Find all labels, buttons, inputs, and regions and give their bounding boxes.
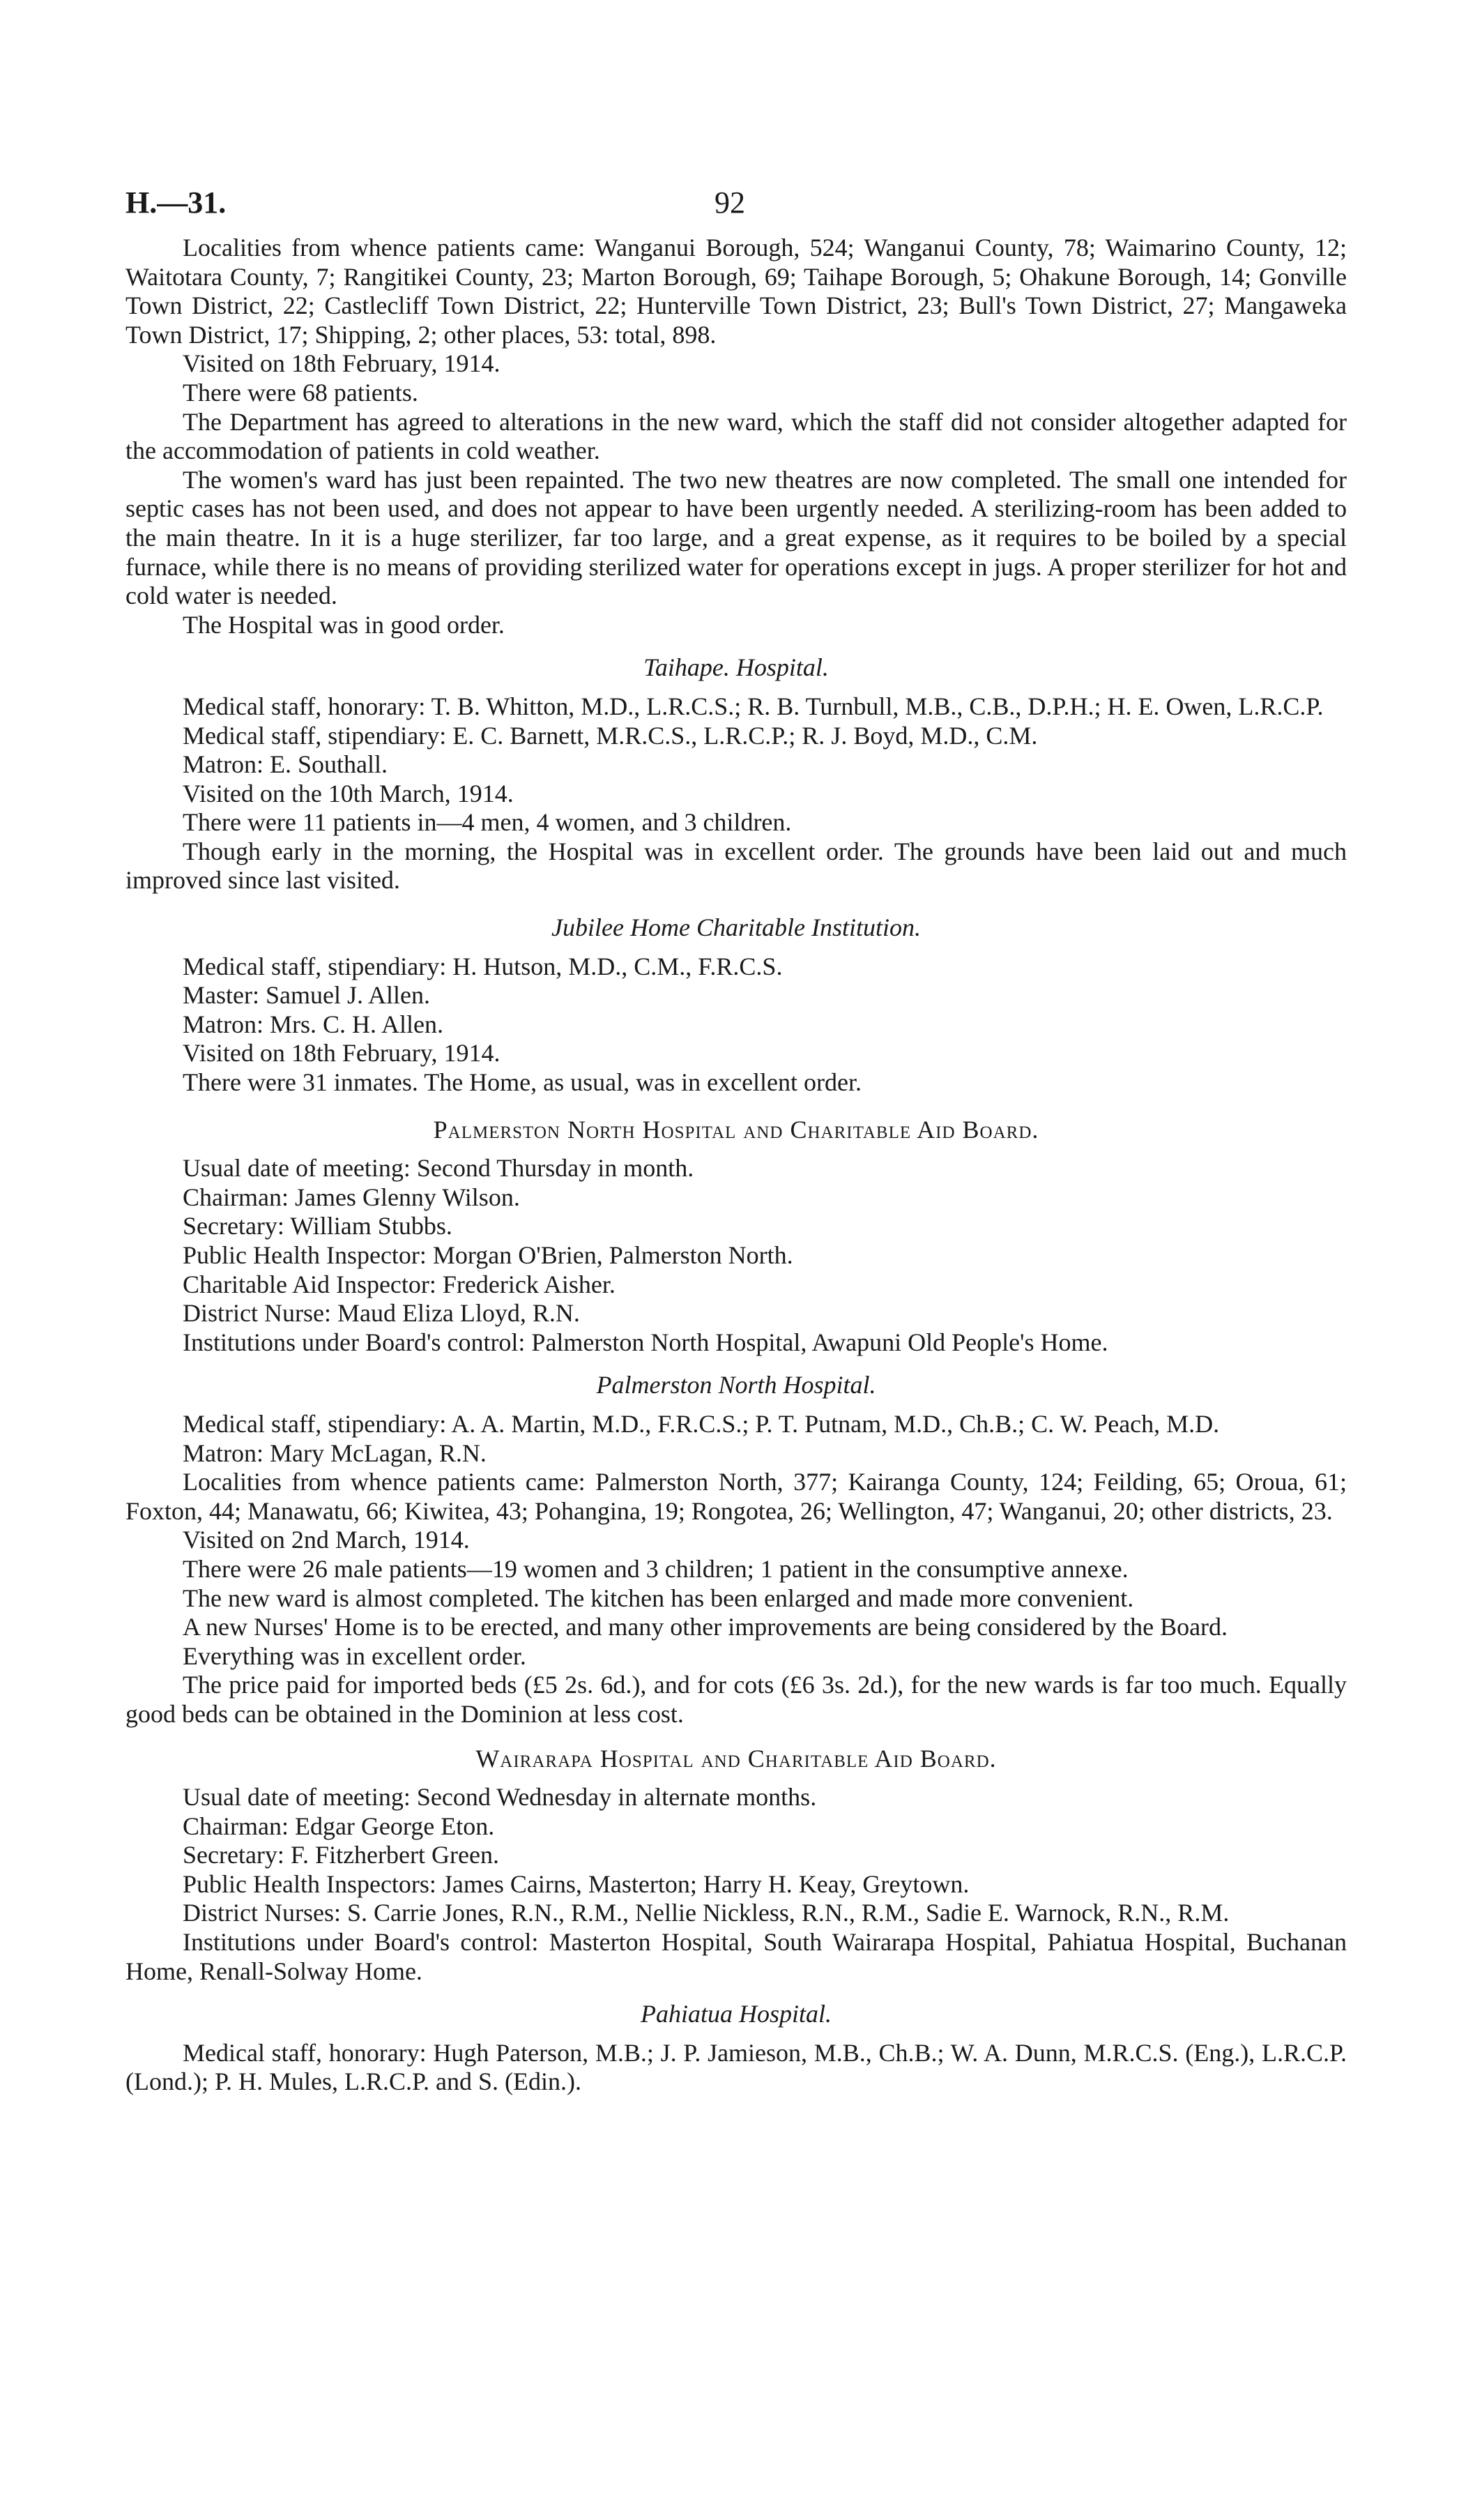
document-reference: H.—31.	[125, 185, 227, 220]
paragraph: Medical staff, stipendiary: E. C. Barnett, M.R.C.S., L.R.C.P.; R. J. Boyd, M.D., C.M.	[183, 721, 1038, 750]
paragraph: Everything was in excellent order.	[183, 1641, 526, 1670]
page-number: 92	[715, 185, 745, 220]
paragraph: Charitable Aid Inspector: Frederick Aisher.	[183, 1270, 616, 1298]
paragraph: The women's ward has just been repainted. The two new theatres are now completed. The small one intended for septic cases has not been used, and does not appear to have been urgently needed. A sterilizing-room has been added to the main theatre. In it is a huge sterilizer, far too large, and a great expense, as it requires to be boiled by a special furnace, while there is no means of providing sterilized water for operations except in jugs. A proper sterilizer for hot and cold water is needed.	[125, 465, 1347, 610]
paragraph: Visited on the 10th March, 1914.	[183, 779, 514, 807]
paragraph: Institutions under Board's control: Masterton Hospital, South Wairarapa Hospital, Pahiatua Hospital, Buchanan Home, Renall-Solway Home.	[125, 1928, 1347, 1985]
paragraph: The Department has agreed to alterations in the new ward, which the staff did not consider altogether adapted for the accommodation of patients in cold weather.	[125, 407, 1347, 465]
paragraph: District Nurse: Maud Eliza Lloyd, R.N.	[183, 1299, 580, 1328]
paragraph: Master: Samuel J. Allen.	[183, 981, 430, 1010]
document-page	[125, 185, 1347, 2097]
paragraph: Chairman: James Glenny Wilson.	[183, 1183, 520, 1211]
board-heading: Wairarapa Hospital and Charitable Aid Board.	[475, 1744, 997, 1773]
paragraph: Localities from whence patients came: Palmerston North, 377; Kairanga County, 124; Feilding, 65; Oroua, 61; Foxton, 44; Manawatu, 66; Kiwitea, 43; Pohangina, 19; Rongotea, 26; Wellington, 47; Wanganui, 20; other districts, 23.	[125, 1468, 1347, 1525]
paragraph: There were 11 patients in—4 men, 4 women, and 3 children.	[183, 808, 792, 837]
paragraph: Medical staff, stipendiary: H. Hutson, M.D., C.M., F.R.C.S.	[183, 952, 783, 980]
paragraph: A new Nurses' Home is to be erected, and many other improvements are being considered by the Board.	[183, 1613, 1228, 1641]
paragraph: There were 26 male patients—19 women and 3 children; 1 patient in the consumptive annexe.	[183, 1554, 1129, 1583]
paragraph: Matron: E. Southall.	[183, 750, 388, 779]
paragraph: Institutions under Board's control: Palmerston North Hospital, Awapuni Old People's Home.	[183, 1328, 1108, 1356]
paragraph: Medical staff, honorary: Hugh Paterson, M.B.; J. P. Jamieson, M.B., Ch.B.; W. A. Dunn, M.R.C.S. (Eng.), L.R.C.P. (Lond.); P. H. Mules, L.R.C.P. and S. (Edin.).	[125, 2038, 1347, 2096]
paragraph: The new ward is almost completed. The kitchen has been enlarged and made more convenient.	[183, 1584, 1134, 1612]
paragraph: Medical staff, honorary: T. B. Whitton, M.D., L.R.C.S.; R. B. Turnbull, M.B., C.B., D.P.H.; H. E. Owen, L.R.C.P.	[183, 692, 1324, 720]
paragraph: The Hospital was in good order.	[183, 610, 505, 639]
paragraph: Matron: Mrs. C. H. Allen.	[183, 1010, 443, 1038]
board-heading: Palmerston North Hospital and Charitable Aid Board.	[433, 1115, 1039, 1144]
section-heading: Jubilee Home Charitable Institution.	[551, 913, 921, 942]
paragraph: Chairman: Edgar George Eton.	[183, 1812, 495, 1840]
paragraph: District Nurses: S. Carrie Jones, R.N., R.M., Nellie Nickless, R.N., R.M., Sadie E. Warnock, R.N., R.M.	[183, 1899, 1230, 1927]
paragraph: Public Health Inspectors: James Cairns, Masterton; Harry H. Keay, Greytown.	[183, 1869, 970, 1898]
paragraph: Public Health Inspector: Morgan O'Brien, Palmerston North.	[183, 1241, 793, 1269]
paragraph: Usual date of meeting: Second Wednesday in alternate months.	[183, 1783, 817, 1812]
paragraph: Secretary: William Stubbs.	[183, 1212, 452, 1240]
section-heading: Taihape. Hospital.	[643, 653, 829, 682]
paragraph: Localities from whence patients came: Wanganui Borough, 524; Wanganui County, 78; Waimarino County, 12; Waitotara County, 7; Rangitikei County, 23; Marton Borough, 69; Taihape Borough, 5; Ohakune Borough, 14; Gonville Town District, 22; Castlecliff Town District, 22; Hunterville Town District, 23; Bull's Town District, 27; Mangaweka Town District, 17; Shipping, 2; other places, 53: total, 898.	[125, 234, 1347, 349]
paragraph: Medical staff, stipendiary: A. A. Martin, M.D., F.R.C.S.; P. T. Putnam, M.D., Ch.B.; C. W. Peach, M.D.	[183, 1409, 1220, 1438]
page-header	[125, 185, 1347, 234]
paragraph: Usual date of meeting: Second Thursday in month.	[183, 1154, 694, 1183]
paragraph: Visited on 18th February, 1914.	[183, 349, 501, 378]
paragraph: Matron: Mary McLagan, R.N.	[183, 1439, 487, 1467]
section-heading: Pahiatua Hospital.	[640, 2000, 832, 2028]
paragraph: Secretary: F. Fitzherbert Green.	[183, 1841, 499, 1869]
section-heading: Palmerston North Hospital.	[596, 1371, 876, 1399]
paragraph: The price paid for imported beds (£5 2s. 6d.), and for cots (£6 3s. 2d.), for the new wards is far too much. Equally good beds can be obtained in the Dominion at less cost.	[125, 1671, 1347, 1728]
paragraph: Visited on 18th February, 1914.	[183, 1039, 501, 1068]
paragraph: Visited on 2nd March, 1914.	[183, 1526, 470, 1554]
paragraph: There were 31 inmates. The Home, as usual, was in excellent order.	[183, 1068, 862, 1097]
paragraph: There were 68 patients.	[183, 378, 418, 407]
body-text	[125, 234, 1347, 2097]
paragraph: Though early in the morning, the Hospital was in excellent order. The grounds have been laid out and much improved since last visited.	[125, 837, 1347, 895]
